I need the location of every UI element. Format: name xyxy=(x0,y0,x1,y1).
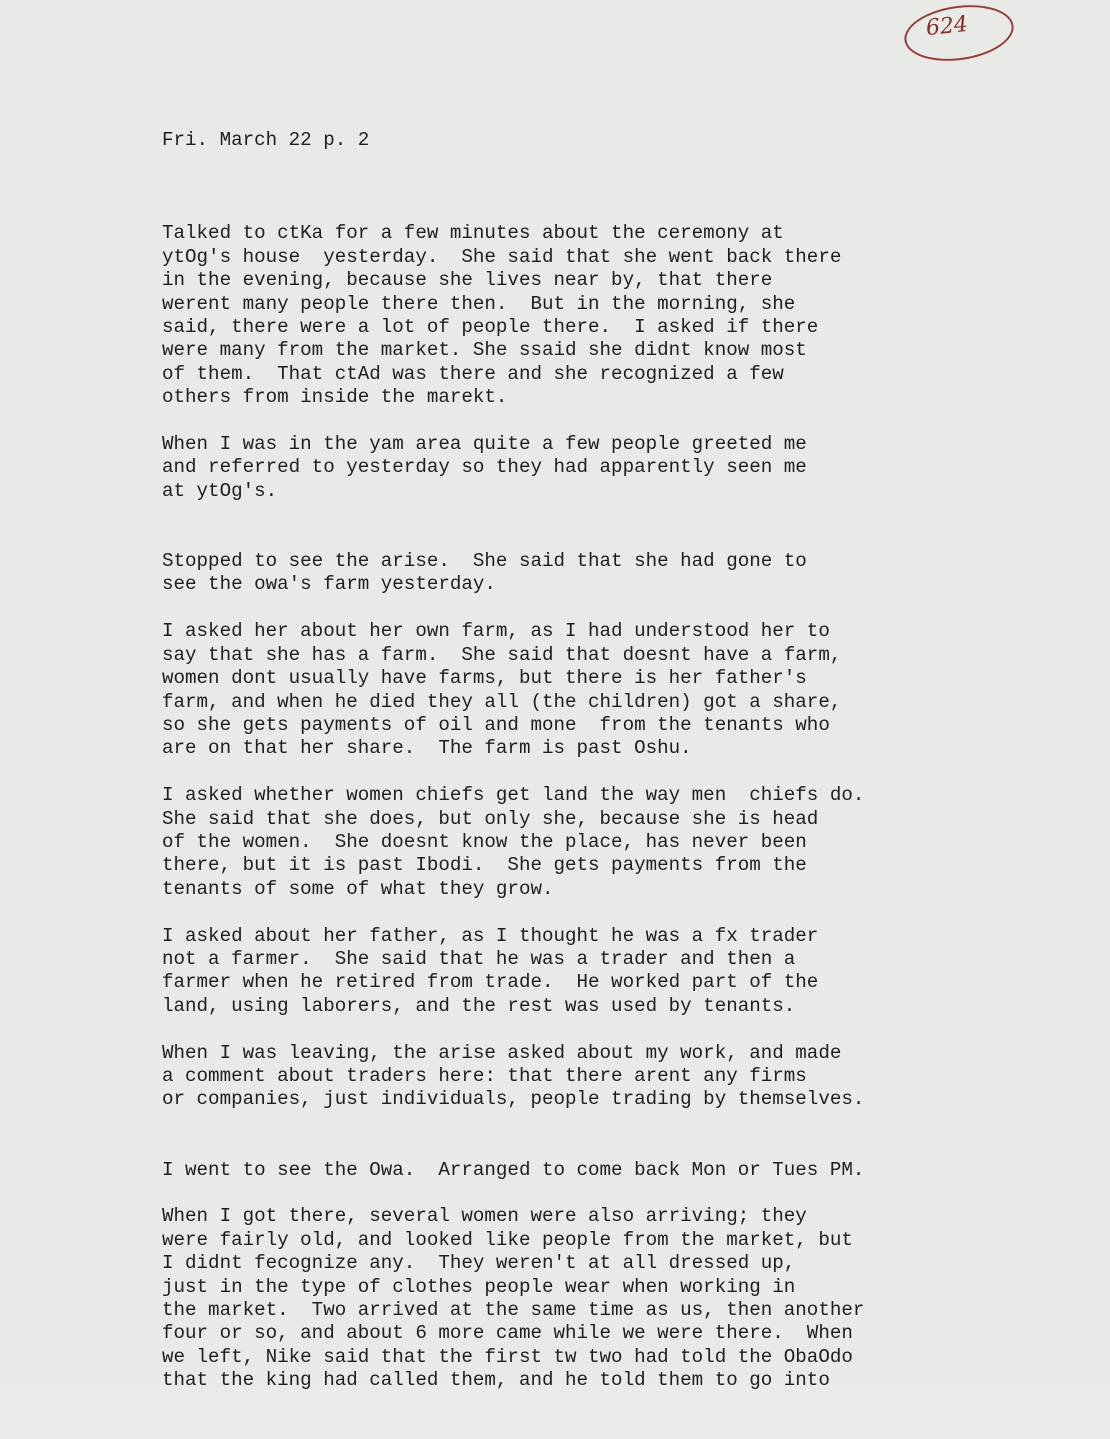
paragraph xyxy=(162,1205,1062,1392)
text-line: of the women. She doesnt know the place, has never been xyxy=(162,830,807,853)
text-line: say that she has a farm. She said that doesnt have a farm, xyxy=(162,643,842,666)
paragraphs xyxy=(162,222,1062,1392)
text-line: just in the type of clothes people wear when working in xyxy=(162,1275,796,1298)
text-line: at ytOg's. xyxy=(162,479,278,502)
paragraph-spacer xyxy=(162,1112,1062,1159)
paragraph-spacer xyxy=(162,503,1062,550)
text-line: and referred to yesterday so they had apparently seen me xyxy=(162,456,807,479)
paragraph-spacer xyxy=(162,761,1062,784)
text-line: said, there were a lot of people there. I asked if there xyxy=(162,316,819,339)
text-line: are on that her share. The farm is past Oshu. xyxy=(162,737,692,760)
text-line: When I was in the yam area quite a few people greeted me xyxy=(162,433,807,456)
text-line: werent many people there then. But in the morning, she xyxy=(162,292,796,315)
paragraph xyxy=(162,925,1062,1019)
text-line: were fairly old, and looked like people from the market, but xyxy=(162,1228,853,1251)
text-line: so she gets payments of oil and mone from the tenants who xyxy=(162,713,830,736)
text-line: I went to see the Owa. Arranged to come back Mon or Tues PM. xyxy=(162,1158,865,1181)
text-line: see the owa's farm yesterday. xyxy=(162,573,496,596)
text-line: farmer when he retired from trade. He worked part of the xyxy=(162,971,819,994)
paragraph xyxy=(162,433,1062,503)
paragraph-spacer xyxy=(162,597,1062,620)
text-line: that the king had called them, and he told them to go into xyxy=(162,1369,830,1392)
text-line: four or so, and about 6 more came while we were there. When xyxy=(162,1322,853,1345)
paragraph-spacer xyxy=(162,1182,1062,1205)
text-line: others from inside the marekt. xyxy=(162,386,508,409)
paragraph xyxy=(162,1159,1062,1182)
text-line: tenants of some of what they grow. xyxy=(162,877,554,900)
paragraph-spacer xyxy=(162,1018,1062,1041)
paragraph-spacer xyxy=(162,410,1062,433)
text-line: not a farmer. She said that he was a trader and then a xyxy=(162,947,796,970)
text-line: ytOg's house yesterday. She said that she went back there xyxy=(162,245,842,268)
paragraph-spacer xyxy=(162,901,1062,924)
paragraph xyxy=(162,784,1062,901)
text-line: were many from the market. She ssaid she didnt know most xyxy=(162,339,807,362)
text-line: Stopped to see the arise. She said that she had gone to xyxy=(162,550,807,573)
paragraph xyxy=(162,620,1062,760)
text-line: farm, and when he died they all (the children) got a share, xyxy=(162,690,842,713)
text-line: women dont usually have farms, but there is her father's xyxy=(162,667,807,690)
text-line: land, using laborers, and the rest was used by tenants. xyxy=(162,994,796,1017)
text-line: I asked whether women chiefs get land the way men chiefs do. xyxy=(162,784,865,807)
page-header: Fri. March 22 p. 2 xyxy=(162,128,370,151)
text-line: When I was leaving, the arise asked about my work, and made xyxy=(162,1041,842,1064)
paragraph xyxy=(162,1042,1062,1112)
text-line: I asked her about her own farm, as I had understood her to xyxy=(162,620,830,643)
text-line: or companies, just individuals, people trading by themselves. xyxy=(162,1088,865,1111)
text-line: in the evening, because she lives near by, that there xyxy=(162,269,773,292)
paragraph xyxy=(162,550,1062,597)
paragraph xyxy=(162,222,1062,409)
text-line: When I got there, several women were also arriving; they xyxy=(162,1205,807,1228)
text-line: Talked to ctKa for a few minutes about the ceremony at xyxy=(162,222,784,245)
text-line: a comment about traders here: that there arent any firms xyxy=(162,1064,807,1087)
text-line: I didnt fecognize any. They weren't at all dressed up, xyxy=(162,1252,796,1275)
typed-text-body xyxy=(162,82,1062,1439)
text-line: we left, Nike said that the first tw two had told the ObaOdo xyxy=(162,1345,853,1368)
text-line: I asked about her father, as I thought he was a fx trader xyxy=(162,924,819,947)
text-line: the market. Two arrived at the same time as us, then another xyxy=(162,1298,865,1321)
text-line: there, but it is past Ibodi. She gets payments from the xyxy=(162,854,807,877)
text-line: of them. That ctAd was there and she recognized a few xyxy=(162,362,784,385)
text-line: She said that she does, but only she, because she is head xyxy=(162,807,819,830)
page-number: 624 xyxy=(924,11,970,42)
